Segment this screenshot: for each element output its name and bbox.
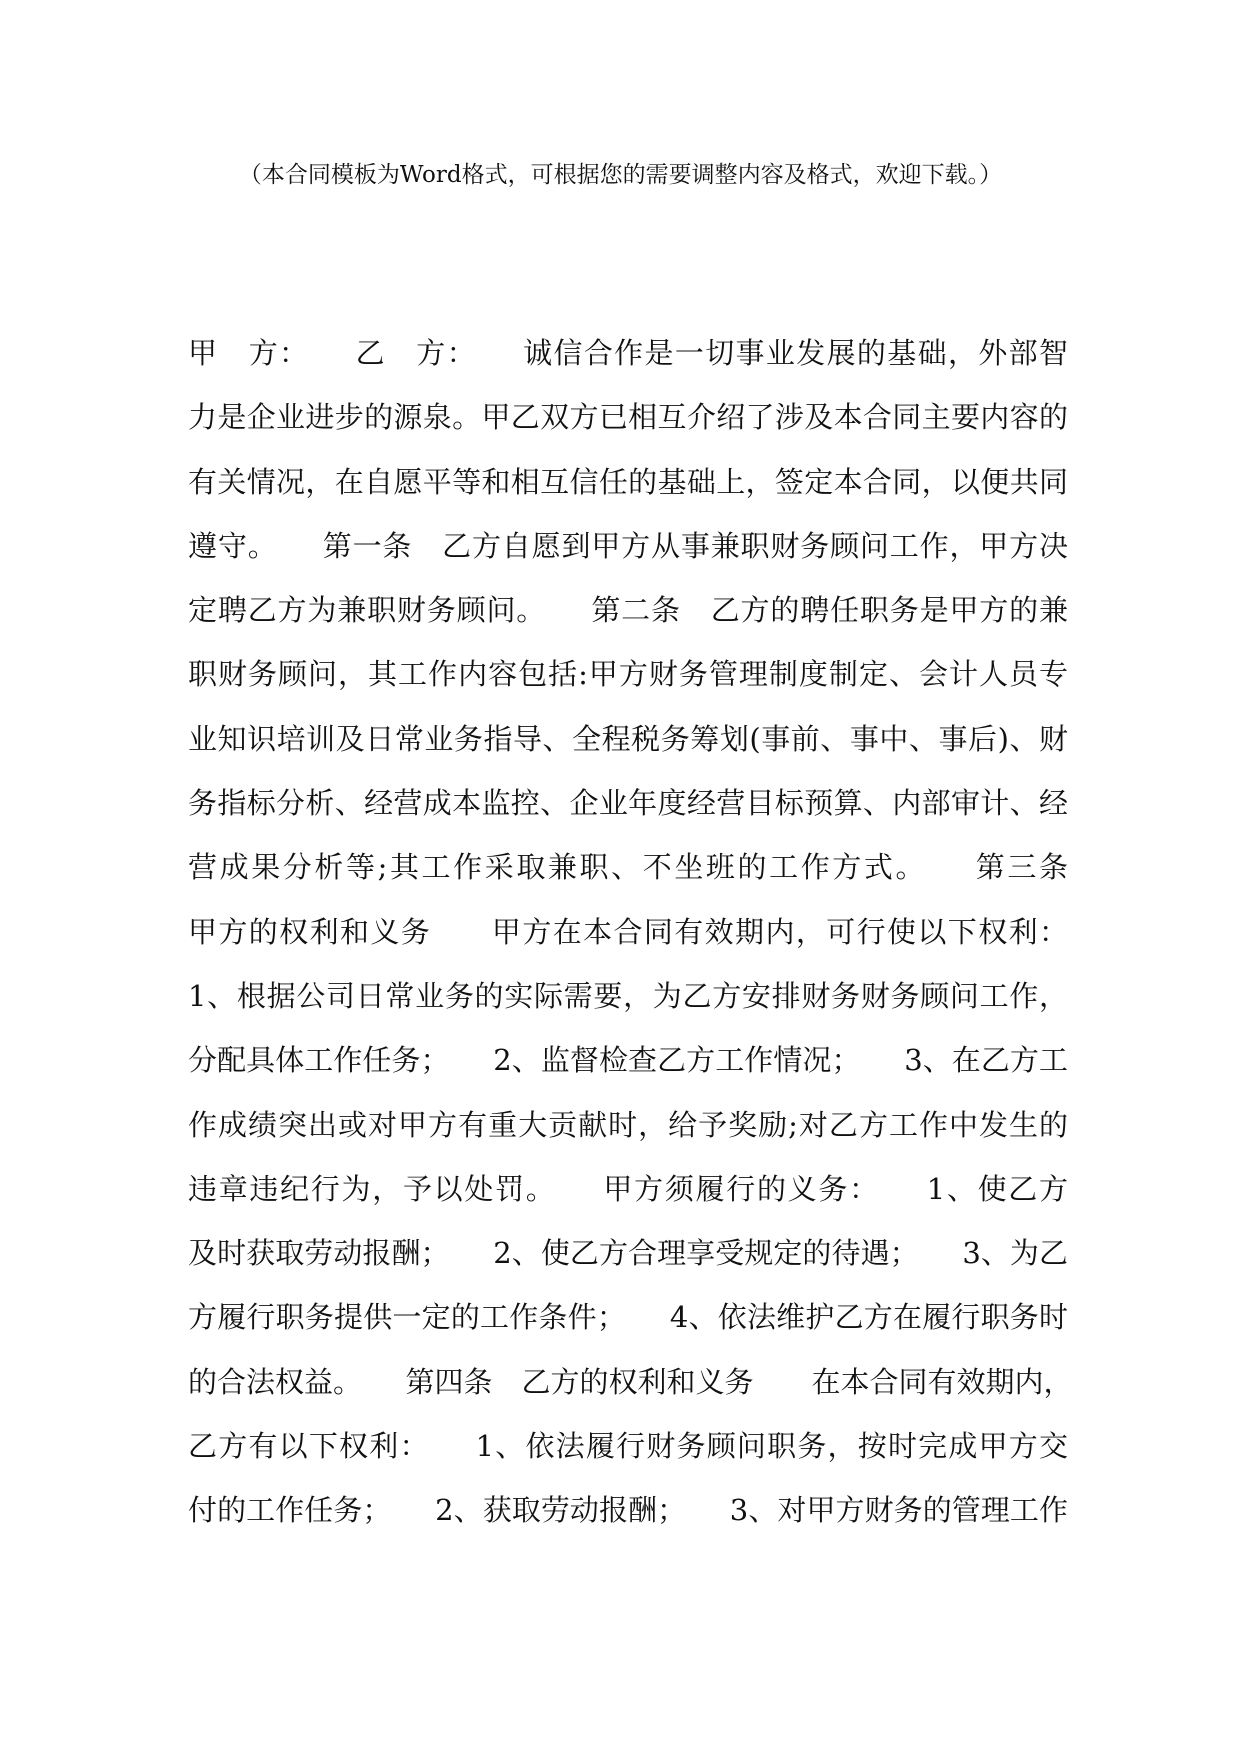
contract-line: 方履行职务提供一定的工作条件； 4、依法维护乙方在履行职务时: [188, 1300, 1068, 1335]
contract-line: 职财务顾问，其工作内容包括:甲方财务管理制度制定、会计人员专: [188, 657, 1068, 692]
contract-body: [188, 333, 1073, 1555]
contract-line: 付的工作任务； 2、获取劳动报酬； 3、对甲方财务的管理工作: [188, 1493, 1068, 1528]
contract-line: 分配具体工作任务； 2、监督检查乙方工作情况； 3、在乙方工: [188, 1043, 1068, 1078]
contract-line: 遵守。 第一条 乙方自愿到甲方从事兼职财务顾问工作，甲方决: [188, 528, 1068, 563]
contract-line: 业知识培训及日常业务指导、全程税务筹划(事前、事中、事后)、财: [188, 721, 1068, 756]
contract-line: 的合法权益。 第四条 乙方的权利和义务 在本合同有效期内，: [188, 1364, 1073, 1399]
contract-line: 有关情况，在自愿平等和相互信任的基础上，签定本合同，以便共同: [188, 464, 1068, 499]
contract-line: 甲 方： 乙 方： 诚信合作是一切事业发展的基础，外部智: [188, 336, 1068, 370]
contract-line: 务指标分析、经营成本监控、企业年度经营目标预算、内部审计、经: [188, 786, 1068, 821]
contract-line: 乙方有以下权利： 1、依法履行财务顾问职务，按时完成甲方交: [188, 1429, 1068, 1464]
template-note: （本合同模板为Word格式，可根据您的需要调整内容及格式，欢迎下载。）: [238, 162, 1003, 188]
contract-line: 违章违纪行为，予以处罚。 甲方须履行的义务： 1、使乙方: [188, 1171, 1068, 1206]
contract-line: 及时获取劳动报酬； 2、使乙方合理享受规定的待遇； 3、为乙: [188, 1236, 1068, 1271]
contract-line: 作成绩突出或对甲方有重大贡献时，给予奖励;对乙方工作中发生的: [188, 1107, 1068, 1142]
contract-line: 力是企业进步的源泉。甲乙双方已相互介绍了涉及本合同主要内容的: [188, 400, 1068, 435]
contract-line: 1、根据公司日常业务的实际需要，为乙方安排财务财务顾问工作，: [188, 978, 1068, 1013]
contract-line: 营成果分析等;其工作采取兼职、不坐班的工作方式。 第三条: [188, 850, 1068, 885]
contract-line: 定聘乙方为兼职财务顾问。 第二条 乙方的聘任职务是甲方的兼: [188, 593, 1068, 628]
contract-line: 甲方的权利和义务 甲方在本合同有效期内，可行使以下权利：: [188, 914, 1068, 949]
